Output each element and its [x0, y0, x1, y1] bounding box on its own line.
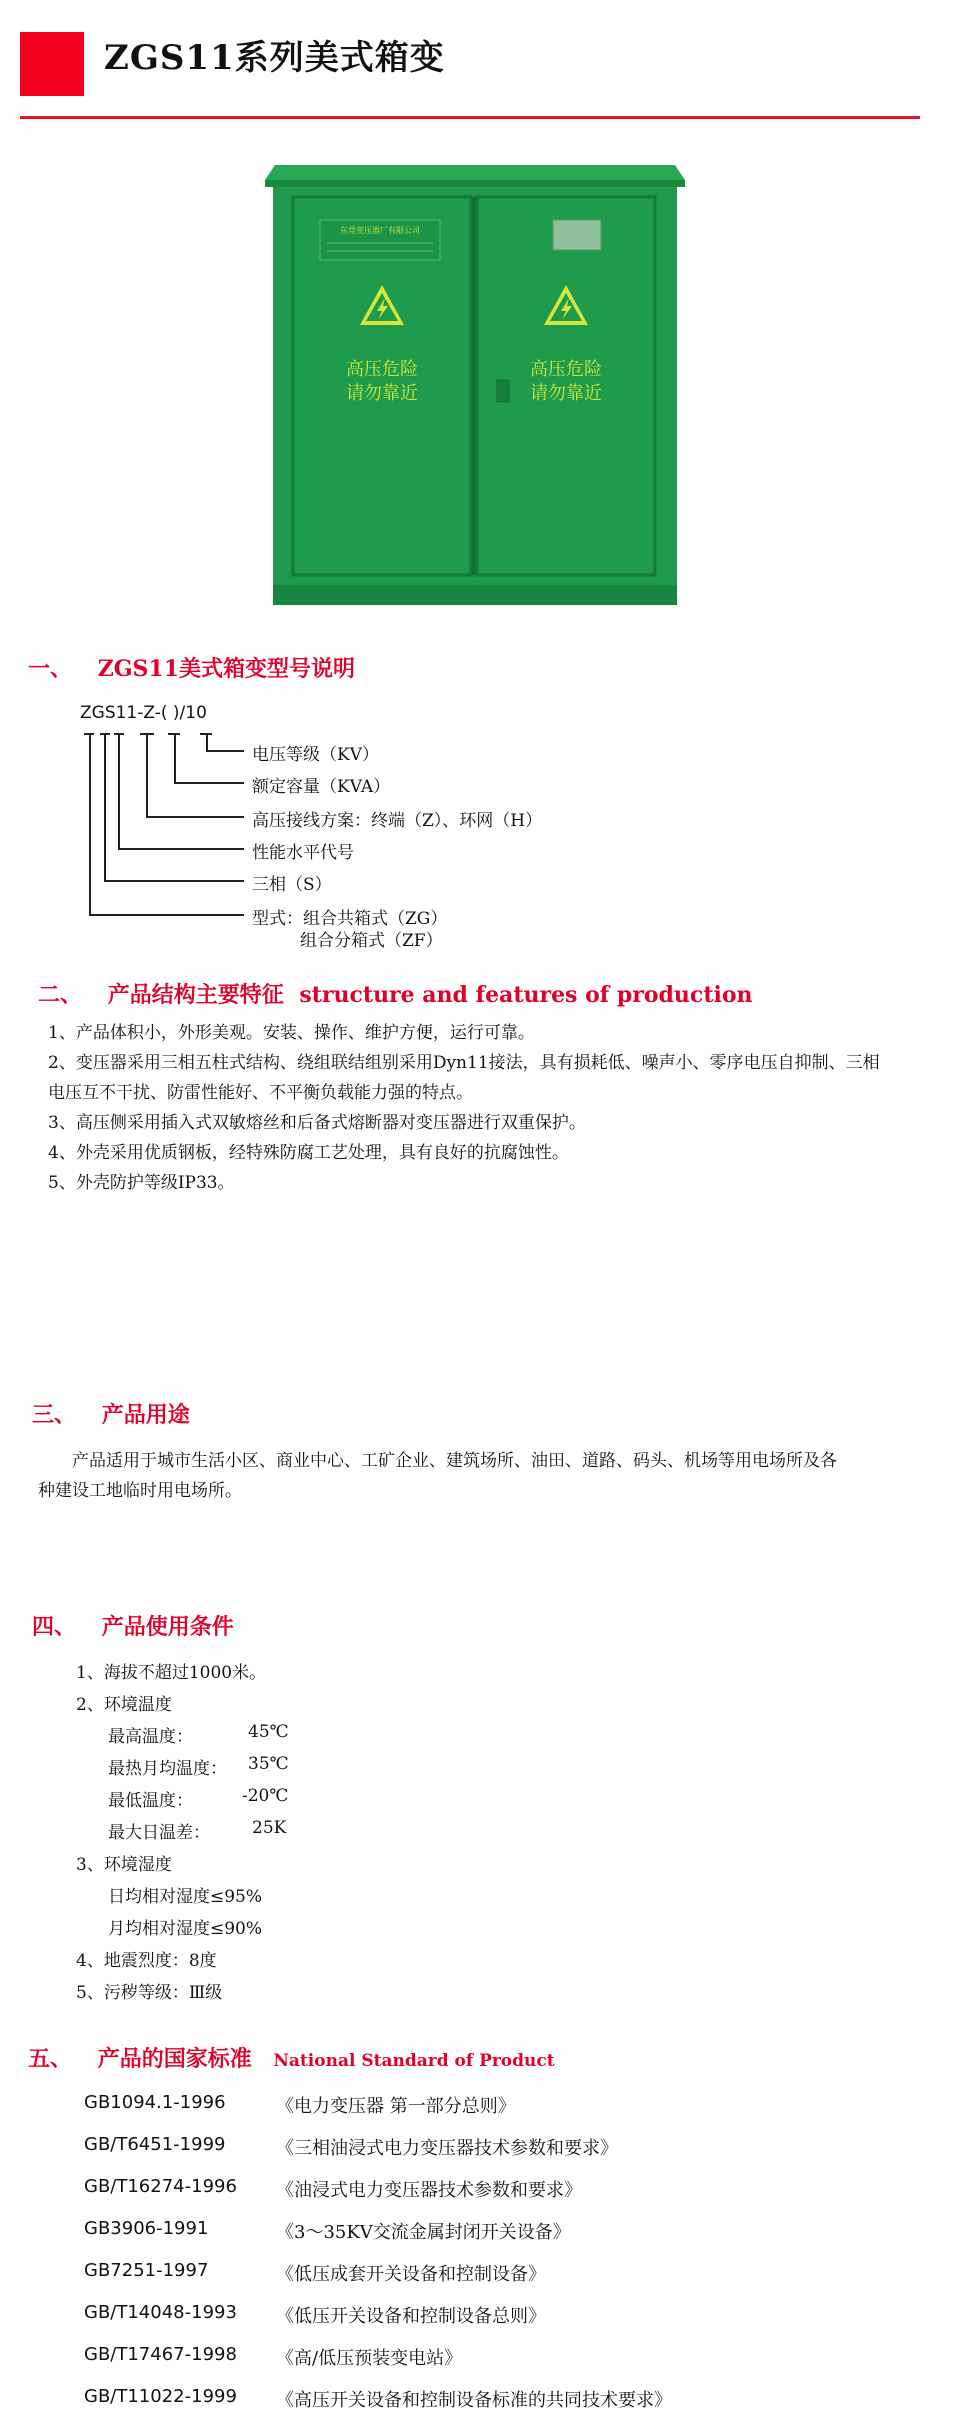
feature-4: 4、外壳采用优质钢板，经特殊防腐工艺处理，具有良好的抗腐蚀性。 — [48, 1143, 569, 1163]
usage-line-2: 种建设工地临时用电场所。 — [38, 1481, 242, 1501]
legend-capacity: 额定容量（KVA） — [252, 777, 391, 797]
temp-hot-month-label: 最热月均温度： — [108, 1759, 227, 1779]
standard-name: 《油浸式电力变压器技术参数和要求》 — [276, 2180, 582, 2201]
transformer-cabinet-image — [265, 165, 685, 605]
cabinet-roof — [265, 165, 685, 180]
temp-hot-month-value: 35℃ — [248, 1754, 289, 1774]
usage-line-1: 产品适用于城市生活小区、商业中心、工矿企业、建筑场所、油田、道路、码头、机场等用电场所及各 — [72, 1451, 837, 1471]
temp-min-value: -20℃ — [242, 1786, 289, 1806]
section4-title: 产品使用条件 — [101, 1614, 234, 1640]
section1-title: ZGS11美式箱变型号说明 — [97, 656, 356, 682]
section4-heading — [32, 1610, 234, 1641]
standard-code: GB3906-1991 — [84, 2218, 209, 2239]
section5-title: 产品的国家标准 — [97, 2046, 252, 2072]
humidity-monthly: 月均相对湿度≤90% — [108, 1919, 263, 1939]
section3-title: 产品用途 — [101, 1402, 190, 1428]
standard-code: GB/T14048-1993 — [84, 2302, 237, 2323]
left-warning-line1: 高压危险 — [346, 359, 418, 380]
title-divider — [20, 116, 920, 119]
header-red-square — [20, 32, 84, 96]
standard-code: GB/T11022-1999 — [84, 2386, 237, 2407]
standard-name: 《三相油浸式电力变压器技术参数和要求》 — [276, 2138, 618, 2159]
standard-name: 《电力变压器 第一部分总则》 — [276, 2096, 516, 2117]
nameplate — [553, 220, 601, 250]
model-code: ZGS11-Z-( )/10 — [80, 703, 207, 723]
section5-title-en: National Standard of Product — [273, 2051, 555, 2071]
section2-title: 产品结构主要特征 — [107, 982, 284, 1008]
legend-type: 型式：组合共箱式（ZG） — [252, 909, 448, 929]
temp-max-value: 45℃ — [248, 1722, 289, 1742]
legend-hv-wiring: 高压接线方案：终端（Z）、环网（H） — [252, 811, 543, 831]
company-plate-label: 东莞变压器厂有限公司 — [340, 226, 420, 235]
legend-voltage: 电压等级（KV） — [252, 745, 379, 765]
section2-heading — [38, 978, 753, 1009]
feature-2: 2、变压器采用三相五柱式结构、绕组联结组别采用Dyn11接法，具有损耗低、噪声小、零序电压自抑制、三相 — [48, 1053, 880, 1073]
cabinet-base — [273, 585, 677, 605]
feature-5: 5、外壳防护等级IP33。 — [48, 1173, 235, 1193]
section3-heading — [32, 1398, 190, 1429]
left-warning-line2: 请勿靠近 — [346, 383, 418, 404]
temp-diff-value: 25K — [252, 1818, 287, 1838]
section4-number: 四、 — [32, 1614, 77, 1640]
standard-code: GB7251-1997 — [84, 2260, 209, 2281]
standard-code: GB/T16274-1996 — [84, 2176, 237, 2197]
section2-number: 二、 — [38, 982, 83, 1008]
standard-code: GB/T6451-1999 — [84, 2134, 226, 2155]
condition-humidity: 3、环境湿度 — [76, 1855, 172, 1875]
condition-temperature: 2、环境温度 — [76, 1695, 172, 1715]
right-warning-line1: 高压危险 — [530, 359, 602, 380]
standard-name: 《低压开关设备和控制设备总则》 — [276, 2306, 546, 2327]
feature-1: 1、产品体积小，外形美观。安装、操作、维护方便，运行可靠。 — [48, 1023, 535, 1043]
legend-type-2: 组合分箱式（ZF） — [300, 931, 443, 951]
section5-number: 五、 — [28, 2046, 73, 2072]
door-lock — [497, 380, 509, 402]
condition-seismic: 4、地震烈度：8度 — [76, 1951, 217, 1971]
legend-performance: 性能水平代号 — [252, 843, 354, 863]
legend-three-phase: 三相（S） — [252, 875, 332, 895]
temp-diff-label: 最大日温差： — [108, 1823, 210, 1843]
section1-number: 一、 — [28, 656, 73, 682]
feature-2-cont: 电压互不干扰、防雷性能好、不平衡负载能力强的特点。 — [48, 1083, 473, 1103]
feature-3: 3、高压侧采用插入式双敏熔丝和后备式熔断器对变压器进行双重保护。 — [48, 1113, 586, 1133]
temp-max-label: 最高温度： — [108, 1727, 193, 1747]
standard-code: GB1094.1-1996 — [84, 2092, 226, 2113]
humidity-daily: 日均相对湿度≤95% — [108, 1887, 263, 1907]
temp-min-label: 最低温度： — [108, 1791, 193, 1811]
section3-number: 三、 — [32, 1402, 77, 1428]
standard-name: 《高压开关设备和控制设备标准的共同技术要求》 — [276, 2390, 672, 2411]
condition-altitude: 1、海拔不超过1000米。 — [76, 1663, 267, 1683]
cabinet-roof-edge — [265, 180, 685, 187]
standard-code: GB/T17467-1998 — [84, 2344, 237, 2365]
section2-title-en: structure and features of production — [299, 982, 753, 1008]
standard-name: 《3～35KV交流金属封闭开关设备》 — [276, 2222, 571, 2243]
standard-name: 《高/低压预装变电站》 — [276, 2348, 463, 2369]
standard-name: 《低压成套开关设备和控制设备》 — [276, 2264, 546, 2285]
section5-heading — [28, 2042, 555, 2073]
condition-pollution: 5、污秽等级：Ⅲ级 — [76, 1983, 223, 2003]
section1-heading — [28, 652, 355, 683]
page-title: ZGS11系列美式箱变 — [104, 38, 445, 78]
right-warning-line2: 请勿靠近 — [530, 383, 602, 404]
